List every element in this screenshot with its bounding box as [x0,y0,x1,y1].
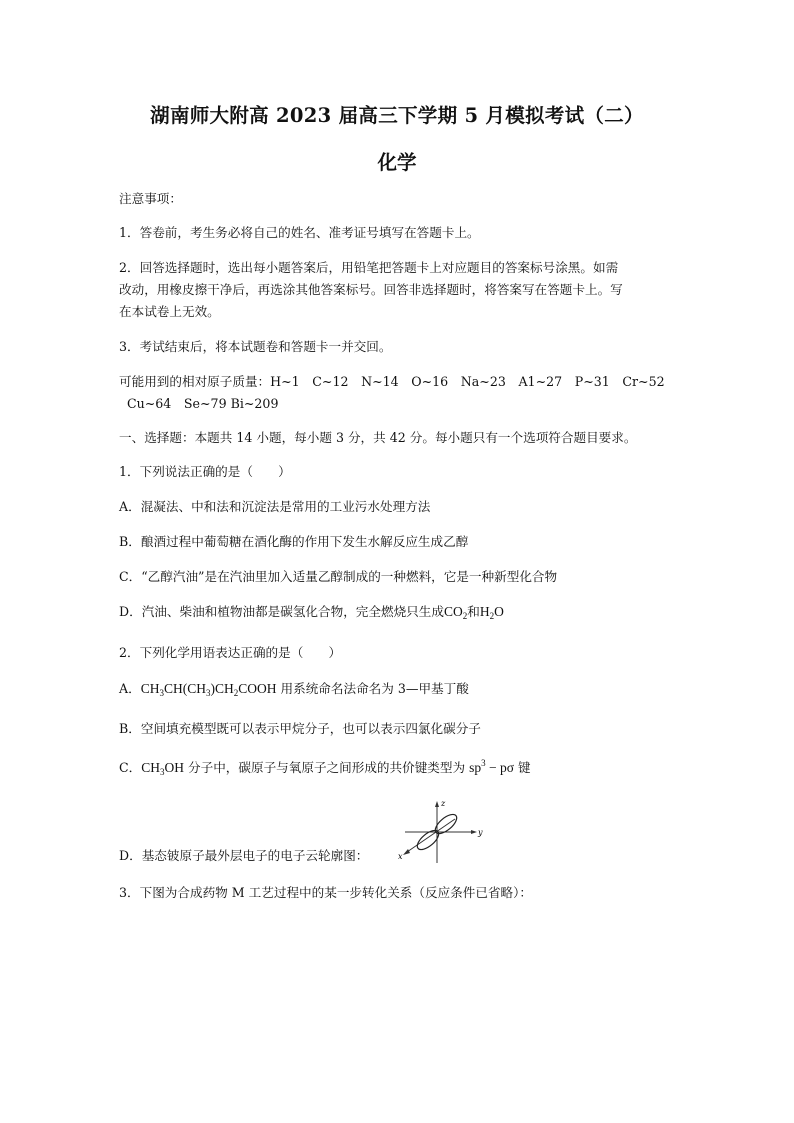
z-axis-label: z [441,799,446,808]
notice-item-2-line-2: 改动，用橡皮擦干净后，再选涂其他答案标号。回答非选择题时，将答案写在答题卡上。写 [119,282,623,297]
q2-option-c [119,760,531,776]
option-prefix: A． [119,681,141,696]
subscript: 3 [159,688,164,698]
p-orbital-diagram [397,797,487,865]
orbital-lobe-lower [414,827,442,853]
atomic-masses-line-2: Cu~64 Se~79 Bi~209 [127,396,279,411]
notice-item-1: 1．答卷前，考生务必将自己的姓名、准考证号填写在答题卡上。 [119,225,480,240]
z-arrow-icon [435,801,439,807]
methanol-formula [141,760,184,775]
option-text: 键 [514,760,531,775]
conjunction: 和 [467,604,480,619]
x-arrow-icon [403,849,410,855]
subscript: 2 [462,611,468,621]
section-1-heading: 一、选择题：本题共 14 小题，每小题 3 分，共 42 分。每小题只有一个选项符合题目要求。 [119,430,637,445]
formula-part: CH [140,681,160,696]
q1-option-d [119,604,504,620]
y-axis-label: y [478,828,483,837]
butanoic-acid-formula [141,681,277,696]
formula-part: O [494,604,504,619]
option-prefix: C． [119,760,142,775]
q1-option-c: C．“乙醇汽油”是在汽油里加入适量乙醇制成的一种燃料，它是一种新型化合物 [119,569,558,584]
formula-part: CH(CH [163,681,206,696]
formula-part: CO [443,604,463,619]
subject-title: 化学 [377,151,417,174]
notice-item-2-line-3: 在本试卷上无效。 [119,304,220,319]
option-text: 分子中，碳原子与氧原子之间形成的共价键类型为 [184,760,470,775]
q2-option-a [119,681,469,697]
subscript: 2 [489,611,495,621]
formula-part: )CH [210,681,234,696]
orbital-lobe-upper [432,811,460,837]
y-arrow-icon [471,830,477,834]
formula-part: H [479,604,490,619]
h2o-formula [480,604,504,619]
q1-option-a: A．混凝法、中和法和沉淀法是常用的工业污水处理方法 [119,499,431,514]
formula-part: OH [164,760,184,775]
x-axis [407,819,455,852]
bond-type [469,760,514,775]
co2-formula [444,604,467,619]
subscript: 2 [233,688,239,698]
notice-item-2-line-1: 2．回答选择题时，选出每小题答案后，用铅笔把答题卡上对应题目的答案标号涂黑。如需 [119,260,619,275]
q1-stem: 1．下列说法正确的是（ ） [119,464,291,479]
orbital: sp [469,760,482,775]
atomic-masses-line-1: 可能用到的相对原子质量：H~1 C~12 N~14 O~16 Na~23 A1~27 P~31 Cr~52 [119,374,665,389]
x-axis-label: x [398,852,403,861]
q2-option-d: D．基态铍原子最外层电子的电子云轮廓图： [119,848,369,863]
notice-heading: 注意事项： [119,191,182,206]
q2-option-b: B．空间填充模型既可以表示甲烷分子，也可以表示四氯化碳分子 [119,721,481,736]
q3-stem: 3．下图为合成药物 M 工艺过程中的某一步转化关系（反应条件已省略）： [119,885,533,900]
subscript: 3 [160,767,165,777]
q2-stem: 2．下列化学用语表达正确的是（ ） [119,645,342,660]
formula-part: COOH [238,681,277,696]
q1-option-d-text: D．汽油、柴油和植物油都是碳氢化合物，完全燃烧只生成 [119,604,444,619]
exam-title: 湖南师大附高 2023 届高三下学期 5 月模拟考试（二） [150,104,644,127]
q1-option-b: B．酿酒过程中葡萄糖在酒化酶的作用下发生水解反应生成乙醇 [119,534,469,549]
notice-item-3: 3．考试结束后，将本试题卷和答题卡一并交回。 [119,339,392,354]
subscript: 3 [205,688,211,698]
bond-symbol: − pσ [485,760,514,775]
option-text: 用系统命名法命名为 3—甲基丁酸 [276,681,469,696]
superscript: 3 [481,758,486,768]
formula-part: CH [141,760,160,775]
